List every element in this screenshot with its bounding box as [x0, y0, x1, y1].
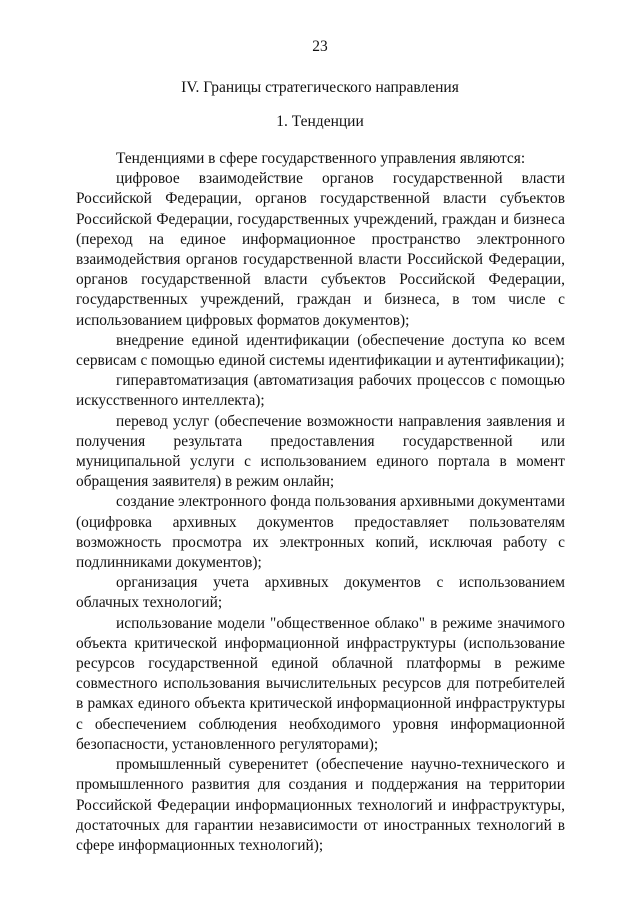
intro-paragraph: Тенденциями в сфере государственного управления являются:	[116, 150, 526, 167]
trend-item-5: создание электронного фонда пользования архивными документами (оцифровка архивных документов предоставляет пользователям возможность просмотра их электронных копий, исключая работу с подлинниками документов);	[76, 493, 565, 572]
section-title: IV. Границы стратегического направления	[181, 79, 459, 96]
page-number: 23	[312, 38, 328, 55]
subsection-title: 1. Тенденции	[276, 113, 364, 130]
trend-item-1: цифровое взаимодействие органов государственной власти Российской Федерации, органов государственной власти субъектов Российской Федерации, государственных учреждений, граждан и бизнеса (переход на единое информационное пространство электронного взаимодействия органов государственной власти Российской Федерации, органов государственной власти субъектов Российской Федерации, государственных учреждений, граждан и бизнеса, в том числе с использованием цифровых форматов документов);	[76, 170, 565, 329]
trend-item-6: организация учета архивных документов с использованием облачных технологий;	[76, 574, 565, 612]
trend-item-4: перевод услуг (обеспечение возможности направления заявления и получения результата предоставления государственной или муниципальной услуги с использованием единого портала в момент обращения заявителя) в режим онлайн;	[76, 412, 565, 491]
trend-item-8: промышленный суверенитет (обеспечение научно-технического и промышленного развития для создания и поддержания на территории Российской Федерации информационных технологий и инфраструктуры, достаточных для гарантии независимости от иностранных технологий в сфере информационных технологий);	[76, 756, 565, 854]
trend-item-7: использование модели "общественное облако" в режиме значимого объекта критической информационной инфраструктуры (использование ресурсов государственной единой облачной платформы в режиме совместного использования вычислительных ресурсов для потребителей в рамках единого объекта критической информационной инфраструктуры с обеспечением соблюдения необходимого уровня информационной безопасности, установленного регуляторами);	[76, 614, 565, 753]
body-text	[76, 149, 565, 856]
trend-item-3: гиперавтоматизация (автоматизация рабочих процессов с помощью искусственного интеллекта);	[76, 372, 565, 410]
trend-item-2: внедрение единой идентификации (обеспечение доступа ко всем сервисам с помощью единой системы идентификации и аутентификации);	[76, 331, 565, 370]
